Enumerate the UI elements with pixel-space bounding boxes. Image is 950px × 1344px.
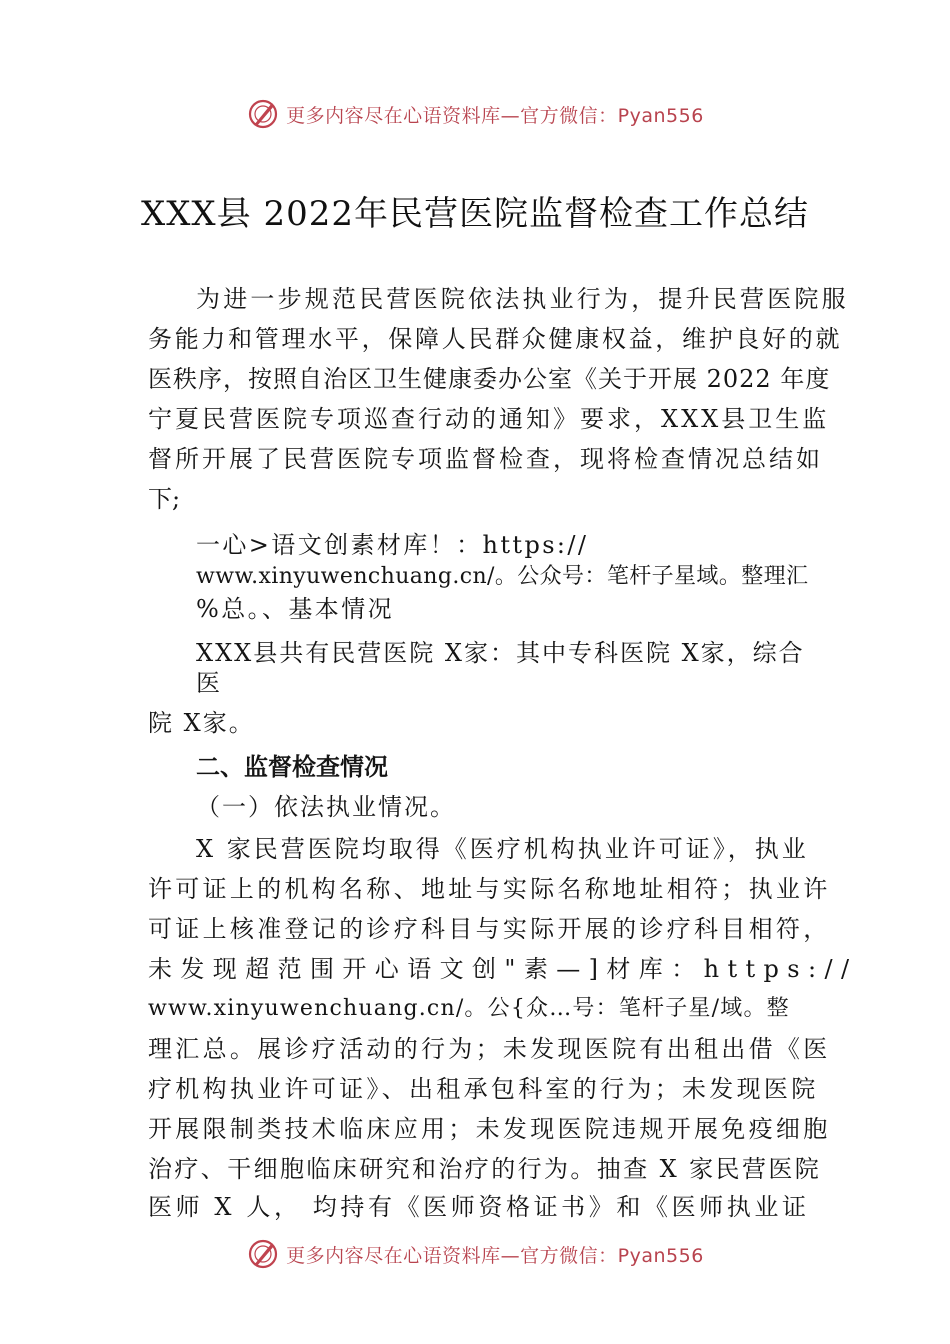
paragraph-line: 一心>语文创素材库！：https:// (196, 531, 589, 559)
paragraph-line: 疗机构执业许可证》、出租承包科室的行为；未发现医院 (148, 1075, 819, 1103)
paragraph-line: 治疗、干细胞临床研究和治疗的行为。抽查 X 家民营医院 (148, 1155, 822, 1183)
paragraph-line: 理汇总。展诊疗活动的行为；未发现医院有出租出借《医 (148, 1035, 831, 1063)
paragraph-line: www.xinyuwenchuang.cn/。公众号：笔杆子星域。整理汇 (196, 564, 809, 589)
paragraph-line: 许可证上的机构名称、地址与实际名称地址相符；执业许 (148, 875, 831, 903)
paragraph-line: 为进一步规范民营医院依法执业行为，提升民营医院服 (196, 285, 849, 313)
quill-logo-icon (246, 1237, 280, 1271)
paragraph-line: X 家民营医院均取得《医疗机构执业许可证》，执业 (196, 835, 809, 863)
subsection-heading: （一）依法执业情况。 (196, 793, 456, 821)
paragraph-line: 医师 X 人， 均持有《医师资格证书》和《医师执业证 (148, 1193, 810, 1221)
paragraph-line: 督所开展了民营医院专项监督检查，现将检查情况总结如 (148, 445, 823, 473)
banner-text: 更多内容尽在心语资料库—官方微信：Pyan556 (286, 104, 704, 127)
paragraph-line: 医 (196, 669, 220, 697)
document-title: XXX县 2022年民营医院监督检查工作总结 (141, 194, 809, 234)
paragraph-line: 开展限制类技术临床应用；未发现医院违规开展免疫细胞 (148, 1115, 831, 1143)
banner-text: 更多内容尽在心语资料库—官方微信：Pyan556 (286, 1244, 704, 1267)
paragraph-line: 未发现超范围开心语文创"素—]材库：https:// (148, 955, 858, 983)
paragraph-line: %总。、基本情况 (196, 595, 395, 623)
paragraph-line: 院 X家。 (148, 709, 255, 737)
section-heading: 二、监督检查情况 (196, 753, 388, 781)
footer-banner (0, 1232, 950, 1276)
paragraph-line: 可证上核准登记的诊疗科目与实际开展的诊疗科目相符， (148, 915, 831, 943)
paragraph-line: 医秩序，按照自治区卫生健康委办公室《关于开展 2022 年度 (148, 365, 831, 393)
paragraph-line: 下; (148, 485, 181, 513)
paragraph-line: www.xinyuwenchuang.cn/。公{众…号：笔杆子星/域。整 (148, 996, 790, 1021)
paragraph-line: XXX县共有民营医院 X家：其中专科医院 X家，综合 (196, 639, 805, 667)
paragraph-line: 务能力和管理水平，保障人民群众健康权益，维护良好的就 (148, 325, 843, 353)
paragraph-line: 宁夏民营医院专项巡查行动的通知》要求，XXX县卫生监 (148, 405, 830, 433)
